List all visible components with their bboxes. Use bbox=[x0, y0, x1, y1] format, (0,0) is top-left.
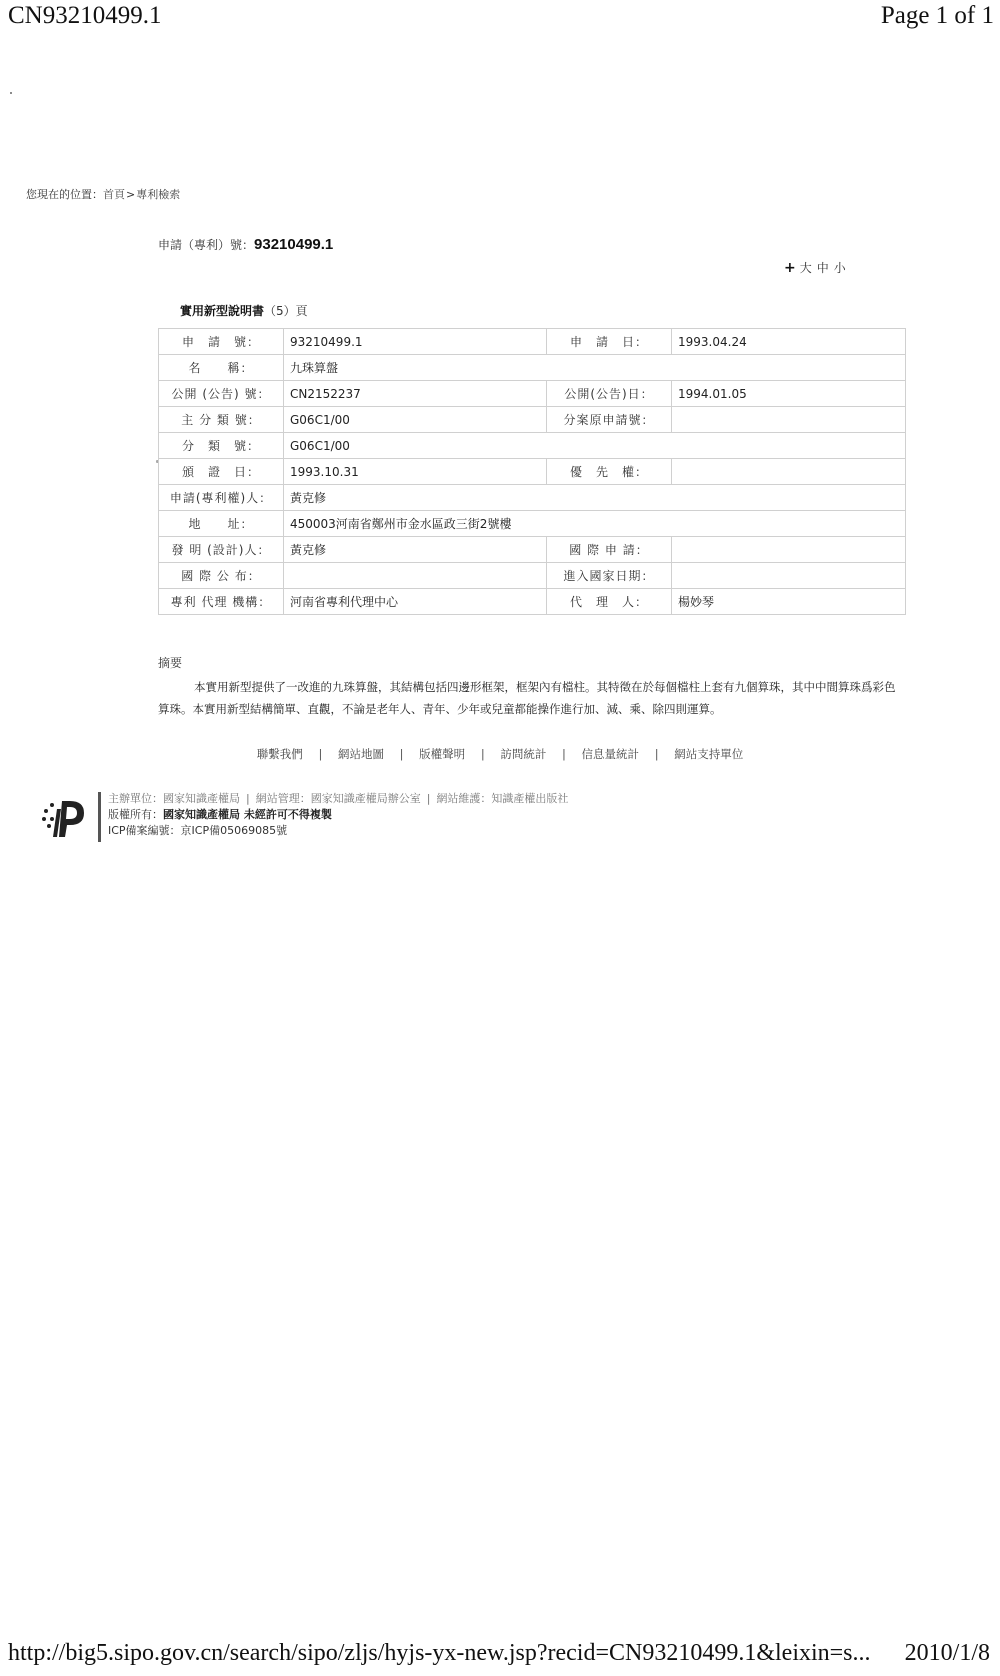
field-label: 名 稱： bbox=[159, 355, 284, 381]
abstract-heading: 摘要 bbox=[158, 656, 183, 670]
font-size-control bbox=[784, 259, 851, 276]
table-row bbox=[159, 433, 906, 459]
table-row bbox=[159, 355, 906, 381]
footer-nav bbox=[0, 746, 1000, 762]
site-info-line bbox=[108, 791, 568, 807]
field-label: 專利 代理 機構： bbox=[159, 589, 284, 615]
abstract-text: 本實用新型提供了一改進的九珠算盤，其結構包括四邊形框架，框架內有檔柱。其特徵在於每個檔柱上套有九個算珠，其中中間算珠爲彩色算珠。本實用新型結構簡單、直觀，不論是老年人、青年、少年或兒童都能操作進行加、減、乘、除四則運算。 bbox=[158, 680, 896, 716]
table-row bbox=[159, 329, 906, 355]
logo-divider bbox=[98, 792, 101, 842]
document-page-count: （5）頁 bbox=[264, 304, 308, 318]
print-footer-date: 2010/1/8 bbox=[904, 1640, 990, 1666]
application-number-value: 93210499.1 bbox=[254, 236, 334, 253]
scan-speck bbox=[10, 92, 12, 94]
field-value: G06C1/00 bbox=[284, 433, 906, 459]
field-label: 進入國家日期： bbox=[547, 563, 672, 589]
field-label: 國 際 公 布： bbox=[159, 563, 284, 589]
table-row bbox=[159, 589, 906, 615]
breadcrumb-label: 您現在的位置： bbox=[26, 188, 103, 201]
font-size-medium[interactable]: 中 bbox=[816, 261, 829, 275]
field-value: 93210499.1 bbox=[284, 329, 547, 355]
manager-text: 網站管理：國家知識產權局辦公室 bbox=[255, 792, 421, 805]
site-info-separator: | bbox=[426, 792, 431, 805]
application-number-label: 申請（專利）號： bbox=[158, 238, 255, 252]
copyright-value: 國家知識產權局 未經許可不得複製 bbox=[163, 808, 332, 821]
footer-link-supporters[interactable]: 網站支持單位 bbox=[674, 747, 744, 761]
breadcrumb-current[interactable]: 專利檢索 bbox=[136, 188, 181, 201]
sipo-logo-icon bbox=[40, 795, 90, 841]
footer-nav-separator: | bbox=[399, 747, 404, 761]
site-info-separator: | bbox=[246, 792, 250, 805]
field-value: G06C1/00 bbox=[284, 407, 547, 433]
table-row bbox=[159, 485, 906, 511]
field-label: 申 請 日： bbox=[547, 329, 672, 355]
field-value bbox=[672, 537, 906, 563]
field-label: 地 址： bbox=[159, 511, 284, 537]
field-label: 優 先 權： bbox=[547, 459, 672, 485]
table-row bbox=[159, 537, 906, 563]
field-label: 分 類 號： bbox=[159, 433, 284, 459]
field-value: 黃克修 bbox=[284, 537, 547, 563]
footer-nav-separator: | bbox=[562, 747, 566, 761]
document-title[interactable] bbox=[180, 302, 308, 319]
field-value: 450003河南省鄭州市金水區政三街2號樓 bbox=[284, 511, 906, 537]
field-value: CN2152237 bbox=[284, 381, 547, 407]
footer-nav-separator: | bbox=[318, 747, 323, 761]
field-value: 1993.10.31 bbox=[284, 459, 547, 485]
bibliographic-table bbox=[158, 328, 906, 615]
field-value: 黃克修 bbox=[284, 485, 906, 511]
field-value: 1993.04.24 bbox=[672, 329, 906, 355]
footer-link-copyright[interactable]: 版權聲明 bbox=[419, 747, 466, 761]
field-value bbox=[672, 563, 906, 589]
document-title-text[interactable]: 實用新型說明書 bbox=[180, 304, 265, 318]
footer-link-info-stats[interactable]: 信息量統計 bbox=[581, 747, 640, 761]
font-size-large[interactable]: 大 bbox=[799, 261, 812, 275]
print-header-page: Page 1 of 1 bbox=[880, 2, 994, 29]
plus-icon: + bbox=[784, 260, 796, 276]
table-row bbox=[159, 381, 906, 407]
field-value: 河南省專利代理中心 bbox=[284, 589, 547, 615]
footer-link-contact[interactable]: 聯繫我們 bbox=[256, 747, 303, 761]
field-label: 代 理 人： bbox=[547, 589, 672, 615]
table-row bbox=[159, 563, 906, 589]
breadcrumb-separator: > bbox=[126, 188, 136, 201]
field-label: 申請(專利權)人： bbox=[159, 485, 284, 511]
application-number bbox=[158, 236, 333, 253]
footer-link-sitemap[interactable]: 網站地圖 bbox=[337, 747, 384, 761]
field-label: 國 際 申 請： bbox=[547, 537, 672, 563]
field-value bbox=[672, 407, 906, 433]
footer-nav-separator: | bbox=[654, 747, 659, 761]
print-footer-url: http://big5.sipo.gov.cn/search/sipo/zljs/hyjs-yx-new.jsp?recid=CN93210499.1&leixin=s... bbox=[8, 1640, 871, 1666]
field-label: 公開 (公告) 號： bbox=[159, 381, 284, 407]
font-size-small[interactable]: 小 bbox=[833, 261, 846, 275]
field-value: 1994.01.05 bbox=[672, 381, 906, 407]
copyright-line bbox=[108, 807, 568, 823]
field-value bbox=[284, 563, 547, 589]
field-value bbox=[672, 459, 906, 485]
breadcrumb bbox=[26, 186, 180, 202]
footer-nav-separator: | bbox=[480, 747, 485, 761]
sponsor-text: 主辦單位：國家知識產權局 bbox=[108, 792, 240, 805]
field-label: 主 分 類 號： bbox=[159, 407, 284, 433]
field-label: 發 明 (設計)人： bbox=[159, 537, 284, 563]
copyright-label: 版權所有： bbox=[108, 808, 163, 821]
table-row bbox=[159, 407, 906, 433]
icp-record: ICP備案編號：京ICP備05069085號 bbox=[108, 824, 288, 837]
field-label: 分案原申請號： bbox=[547, 407, 672, 433]
footer-link-visit-stats[interactable]: 訪問統計 bbox=[500, 747, 547, 761]
table-row bbox=[159, 511, 906, 537]
print-header-doc-id: CN93210499.1 bbox=[8, 2, 162, 29]
table-row bbox=[159, 459, 906, 485]
site-info bbox=[108, 791, 568, 839]
maintainer-text: 網站維護：知識產權出版社 bbox=[436, 792, 569, 805]
field-value: 九珠算盤 bbox=[284, 355, 906, 381]
breadcrumb-home-link[interactable]: 首頁 bbox=[103, 188, 125, 201]
field-label: 申 請 號： bbox=[159, 329, 284, 355]
field-label: 公開(公告)日： bbox=[547, 381, 672, 407]
field-label: 頒 證 日： bbox=[159, 459, 284, 485]
field-value: 楊妙琴 bbox=[672, 589, 906, 615]
